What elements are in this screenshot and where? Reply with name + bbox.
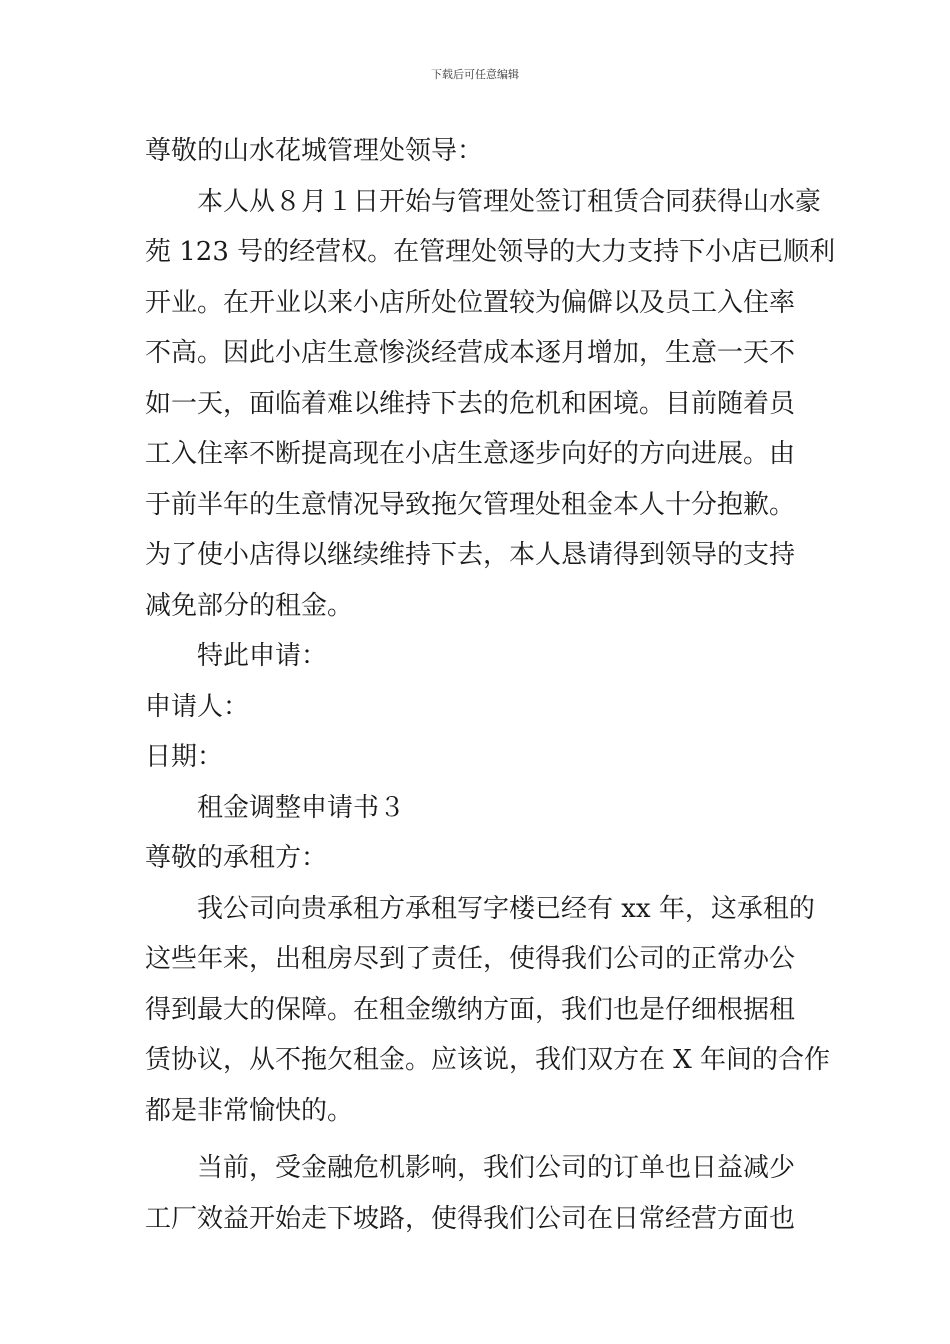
text-line: 开业。在开业以来小店所处位置较为偏僻以及员工入住率 — [145, 287, 796, 318]
text-line: 得到最大的保障。在租金缴纳方面，我们也是仔细根据租 — [145, 994, 796, 1025]
paragraph-1 — [145, 177, 836, 632]
text-line: 于前半年的生意情况导致拖欠管理处租金本人十分抱歉。 — [145, 489, 796, 520]
text-line: 工厂效益开始走下坡路，使得我们公司在日常经营方面也 — [145, 1203, 796, 1234]
text-line: 减免部分的租金。 — [145, 590, 354, 621]
text-line: 这些年来，出租房尽到了责任，使得我们公司的正常办公 — [145, 944, 796, 974]
text-line: 本人从８月１日开始与管理处签订租赁合同获得山水豪 — [197, 186, 822, 217]
date-line: 日期： — [145, 742, 224, 772]
text-line: 苑 123 号的经营权。在管理处领导的大力支持下小店已顺利 — [145, 237, 836, 267]
document-body — [145, 126, 836, 1244]
text-line: 赁协议，从不拖欠租金。应该说，我们双方在 X 年间的合作 — [145, 1045, 831, 1075]
greeting-line-2: 尊敬的承租方： — [145, 843, 328, 873]
text-line: 不高。因此小店生意惨淡经营成本逐月增加，生意一天不 — [145, 338, 796, 368]
text-line: 当前，受金融危机影响，我们公司的订单也日益减少 — [197, 1153, 796, 1183]
paragraph-gap — [145, 1136, 810, 1143]
text-line: 工入住率不断提高现在小店生意逐步向好的方向进展。由 — [145, 439, 796, 469]
applicant-line: 申请人： — [145, 691, 250, 722]
page-header: 下载后可任意编辑 — [431, 68, 519, 81]
paragraph-2 — [145, 884, 831, 1137]
text-line: 我公司向贵承租方承租写字楼已经有 xx 年，这承租的 — [197, 893, 815, 924]
paragraph-3 — [145, 1143, 810, 1244]
text-line: 如一天，面临着难以维持下去的危机和困境。目前随着员 — [145, 388, 796, 419]
closing-line: 特此申请： — [197, 641, 328, 671]
section-title: 租金调整申请书３ — [197, 792, 406, 823]
text-line: 都是非常愉快的。 — [145, 1095, 354, 1126]
greeting-line: 尊敬的山水花城管理处领导： — [145, 136, 484, 166]
text-line: 为了使小店得以继续维持下去，本人恳请得到领导的支持 — [145, 540, 796, 570]
